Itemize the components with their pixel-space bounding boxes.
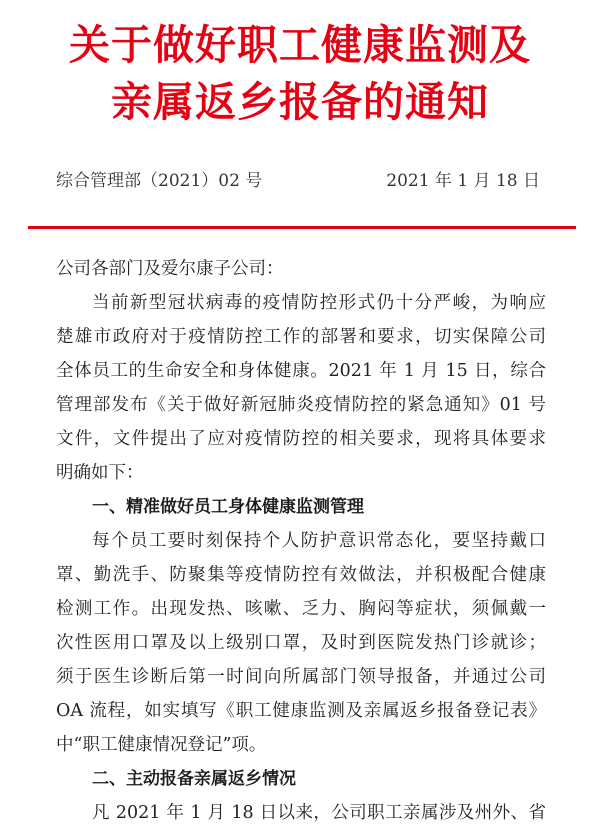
document-number: 综合管理部（2021）02 号 — [56, 171, 263, 191]
paragraph-1-line: 当前新型冠状病毒的疫情防控形式仍十分严峻，为响应 — [92, 293, 546, 313]
notice-title-line-2: 亲属返乡报备的通知 — [111, 78, 489, 126]
paragraph-1-line: 文件，文件提出了应对疫情防控的相关要求，现将具体要求 — [56, 429, 546, 449]
paragraph-2-line: OA 流程，如实填写《职工健康监测及亲属返乡报备登记表》 — [56, 701, 546, 721]
paragraph-1-line: 管理部发布《关于做好新冠肺炎疫情防控的紧急通知》01 号 — [56, 395, 546, 415]
paragraph-2-line: 每个员工要时刻保持个人防护意识常态化，要坚持戴口 — [92, 531, 546, 551]
paragraph-1-line: 全体员工的生命安全和身体健康。2021 年 1 月 15 日，综合 — [56, 361, 546, 381]
paragraph-1-line: 明确如下： — [56, 463, 144, 483]
red-divider-line — [28, 226, 576, 229]
paragraph-1-line: 楚雄市政府对于疫情防控工作的部署和要求，切实保障公司 — [56, 327, 546, 347]
paragraph-2-line: 须于医生诊断后第一时间向所属部门领导报备，并通过公司 — [56, 667, 546, 687]
notice-title-line-1: 关于做好职工健康监测及 — [69, 21, 531, 69]
paragraph-2-line: 检测工作。出现发热、咳嗽、乏力、胸闷等症状，须佩戴一 — [56, 599, 546, 619]
paragraph-2-line: 罩、勤洗手、防聚集等疫情防控有效做法，并积极配合健康 — [56, 565, 546, 585]
salutation: 公司各部门及爱尔康子公司： — [56, 259, 284, 279]
paragraph-2-line: 中“职工健康情况登记”项。 — [56, 735, 267, 755]
notice-body — [56, 252, 546, 830]
document-date: 2021 年 1 月 18 日 — [386, 171, 540, 191]
section-heading-2: 二、主动报备亲属返乡情况 — [92, 769, 296, 789]
paragraph-2-line: 次性医用口罩及以上级别口罩，及时到医院发热门诊就诊； — [56, 633, 546, 653]
paragraph-3-line: 凡 2021 年 1 月 18 日以来，公司职工亲属涉及州外、省 — [92, 803, 546, 823]
section-heading-1: 一、精准做好员工身体健康监测管理 — [92, 497, 364, 517]
